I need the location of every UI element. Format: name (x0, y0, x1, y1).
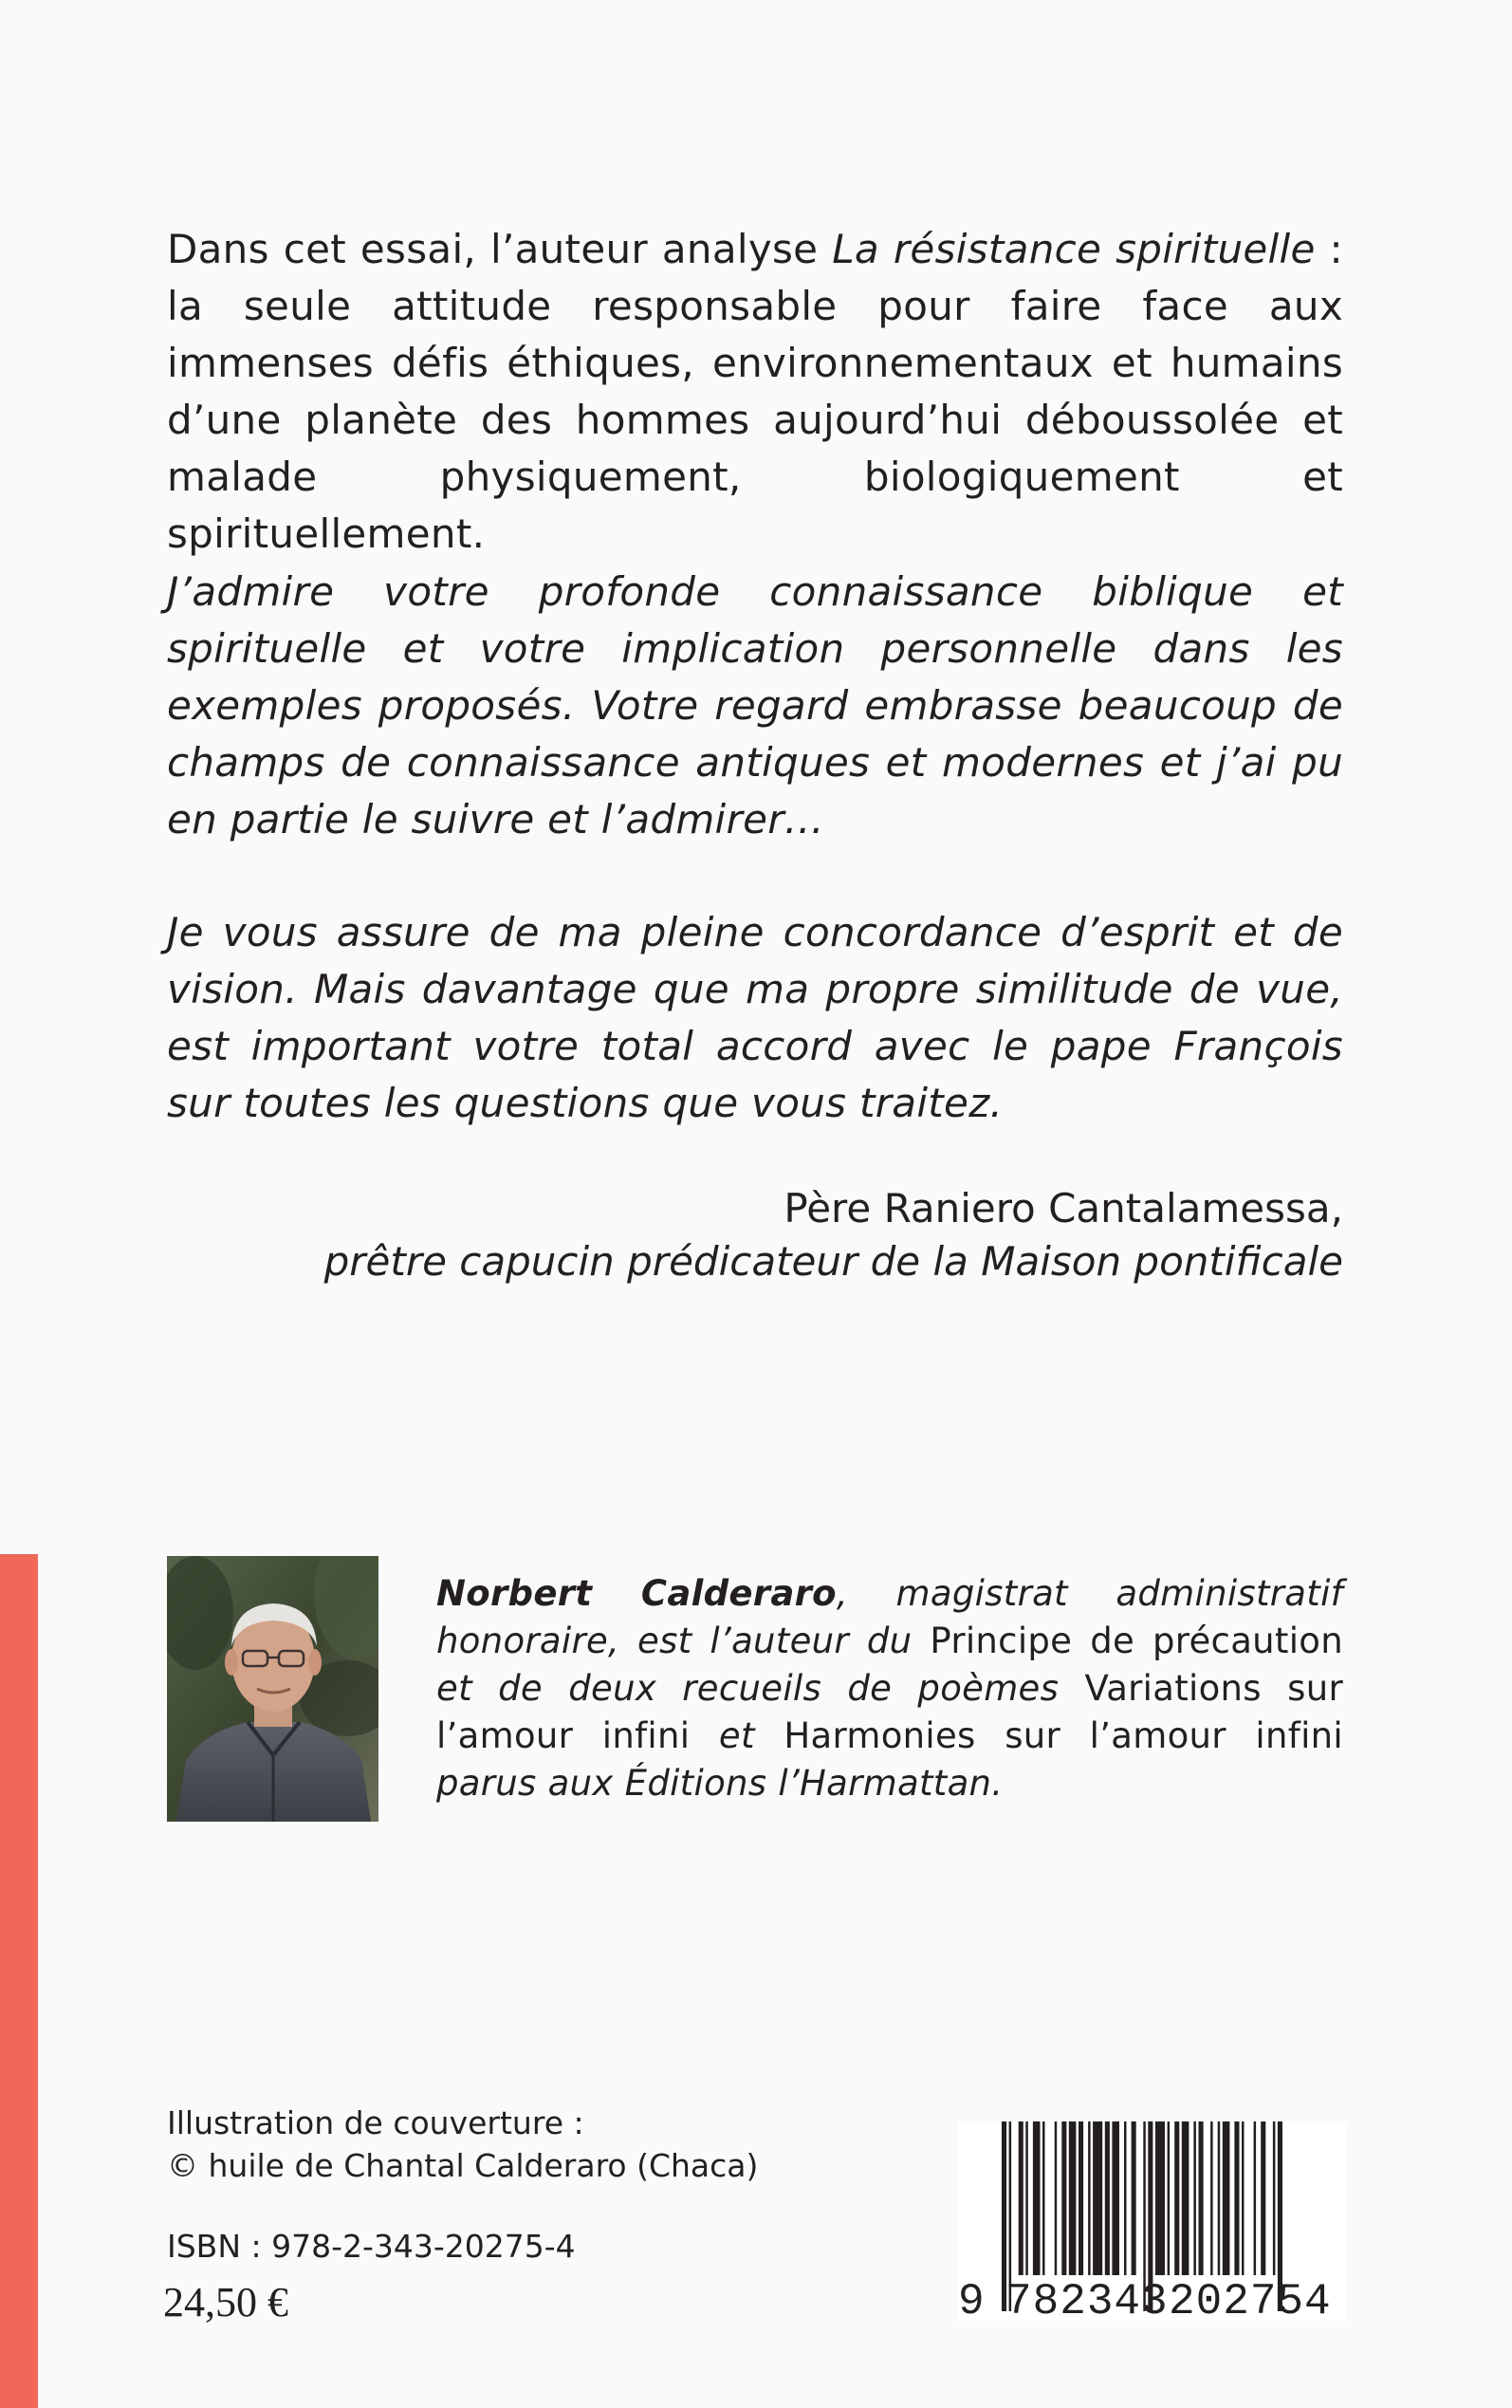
quote-signature (324, 1182, 1343, 1288)
barcode-bar (1168, 2121, 1171, 2275)
book-title: La résistance spirituelle (832, 226, 1316, 272)
barcode-bar (1210, 2121, 1213, 2275)
barcode-bar (1088, 2121, 1091, 2275)
blurb-paragraph-2: J’admire votre profonde connaissance biblique et spirituelle et votre implication personnelle dans les exemples proposés. Votre regard embrasse beaucoup de champs de connaissance antiques et modernes et j’ai pu en partie le suivre et l’admirer… (167, 568, 1343, 843)
author-photo (167, 1556, 378, 1822)
barcode-bar (1223, 2121, 1230, 2275)
barcode-bar (1155, 2121, 1165, 2275)
accent-side-stripe (0, 1554, 38, 2408)
bio-text: , magistrat administratif honoraire, est l’auteur du (436, 1573, 1343, 1661)
barcode-bar (1079, 2121, 1083, 2275)
barcode-bar (1042, 2121, 1045, 2275)
book-title: Principe de précaution (930, 1621, 1343, 1661)
barcode-bar (1199, 2121, 1204, 2275)
barcode-bar (1055, 2121, 1058, 2275)
barcode-bar (1112, 2121, 1119, 2275)
barcode-bar (1273, 2121, 1276, 2275)
signature-name: Père Raniero Cantalamessa, (784, 1185, 1343, 1232)
author-portrait-icon (167, 1556, 378, 1822)
barcode-bar (1242, 2121, 1245, 2275)
barcode-bar (1124, 2121, 1127, 2275)
barcode-first-digit: 9 (958, 2277, 985, 2326)
blurb-text: : la seule attitude responsable pour faire face aux immenses défis éthiques, environnementaux et humains d’une planète des hommes aujourd’hui déboussolée et malade physiquement, biologiquement et spirituellement. (167, 226, 1344, 557)
blurb-paragraph-3: Je vous assure de ma pleine concordance d’esprit et de vision. Mais davantage que ma propre similitude de vue, est important votre total accord avec le pape François sur toutes les questions que vous traitez. (167, 909, 1343, 1126)
blurb-text: Dans cet essai, l’auteur analyse (167, 226, 833, 272)
barcode-bar (1093, 2121, 1102, 2275)
barcode-bar (1019, 2121, 1023, 2275)
author-bio (436, 1570, 1343, 1807)
barcode-bar (1069, 2121, 1077, 2275)
author-name: Norbert Calderaro (436, 1573, 837, 1614)
signature-role: prêtre capucin prédicateur de la Maison pontificale (323, 1238, 1343, 1285)
barcode-bar (1174, 2121, 1179, 2275)
bio-text: et de deux recueils de poèmes (436, 1668, 1085, 1709)
barcode-bar (1132, 2121, 1136, 2275)
book-title: Harmonies sur l’amour infini (784, 1715, 1343, 1756)
barcode-digits (958, 2275, 1347, 2328)
bio-text: parus aux Éditions l’Harmattan. (436, 1763, 1004, 1804)
barcode-bar (1261, 2121, 1265, 2275)
barcode-bar (1182, 2121, 1189, 2275)
barcode-bar (1218, 2121, 1221, 2275)
credits-line-2: © huile de Chantal Calderaro (Chaca) (167, 2147, 759, 2184)
barcode-bar (1234, 2121, 1239, 2275)
barcode-bar (1193, 2121, 1196, 2275)
barcode-bar (1061, 2121, 1066, 2275)
credits-line-1: Illustration de couverture : (167, 2104, 584, 2141)
barcode-bar (1105, 2121, 1110, 2275)
barcode-digit-group-1: 782343 (1005, 2277, 1169, 2326)
bio-text: et (690, 1715, 784, 1756)
barcode-bar (1025, 2121, 1028, 2275)
book-title: Variations sur l’amour infini (436, 1668, 1343, 1756)
price: 24,50 € (163, 2279, 288, 2325)
barcode-bar (1254, 2121, 1257, 2275)
blurb-paragraph-1 (167, 221, 1343, 563)
cover-credits (167, 2102, 758, 2187)
barcode-digit-group-2: 202754 (1169, 2277, 1332, 2326)
isbn: ISBN : 978-2-343-20275-4 (167, 2228, 576, 2265)
barcode-bar (1033, 2121, 1041, 2275)
